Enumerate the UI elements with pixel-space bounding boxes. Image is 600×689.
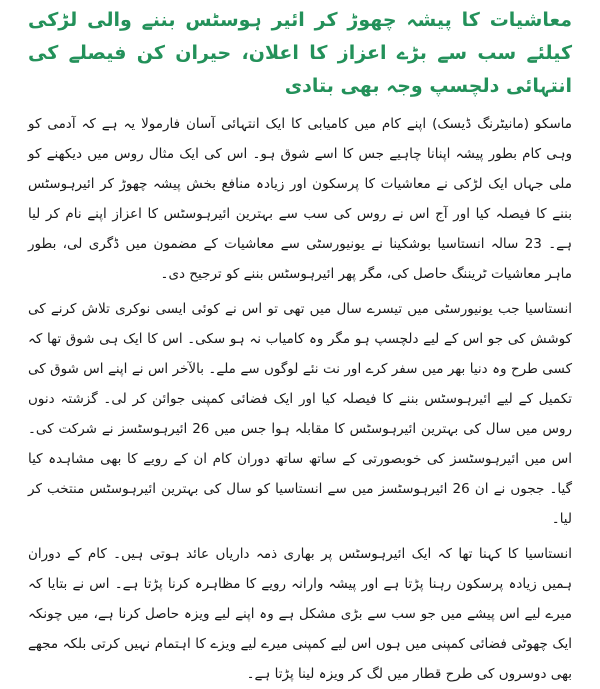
article-paragraph: انستاسیا جب یونیورسٹی میں تیسرے سال میں تھی تو اس نے کوئی ایسی نوکری تلاش کرنے کی کوشش کی جو اس کے لیے دلچسپ ہو مگر وہ کامیاب نہ ہو سکی۔ اس کا ایک ہی شوق تھا کہ کسی طرح وہ دنیا بھر میں سفر کرے اور نت نئے لوگوں سے ملے۔ بالآخر اس نے اپنے اس شوق کی تکمیل کے لیے ائیرہوسٹس بننے کا فیصلہ کیا اور ایک فضائی کمپنی جوائن کر لی۔ گزشتہ دنوں روس میں سال کی بہترین ائیرہوسٹس کا مقابلہ ہوا جس میں 26 ائیرہوسٹسز نے شرکت کی۔ اس میں ائیرہوسٹسز کی خوبصورتی کے ساتھ ساتھ دوران کام ان کے رویے کا بھی مشاہدہ کیا گیا۔ ججوں نے ان 26 ائیرہوسٹسز میں سے انستاسیا کو سال کی بہترین ائیرہوسٹس منتخب کر لیا۔ <box>28 301 572 527</box>
article-paragraph: ماسکو (مانیٹرنگ ڈیسک) اپنے کام میں کامیابی کا ایک انتہائی آسان فارمولا یہ ہے کہ آدمی کو وہی کام بطور پیشہ اپنانا چاہیے جس کا اسے شوق ہو۔ اس کی ایک مثال روس میں دیکھنے کو ملی جہاں ایک لڑکی نے معاشیات کا پرسکون اور زیادہ منافع بخش پیشہ چھوڑ کر ائیرہوسٹس بننے کا فیصلہ کیا اور آج اس نے روس کی سب سے بہترین ائیرہوسٹس کا اعزاز اپنے نام کر لیا ہے۔ 23 سالہ انستاسیا بوشکینا نے یونیورسٹی سے معاشیات کے مضمون میں ڈگری لی، بطور ماہر معاشیات ٹریننگ حاصل کی، مگر پھر ائیرہوسٹس بننے کو ترجیح دی۔ <box>28 116 572 282</box>
article-headline: معاشیات کا پیشہ چھوڑ کر ائیر ہوسٹس بننے والی لڑکی کیلئے سب سے بڑے اعزاز کا اعلان، حیران کن فیصلے کی انتہائی دلچسپ وجہ بھی بتادی <box>28 9 572 97</box>
article <box>28 4 572 682</box>
article-paragraph: انستاسیا کا کہنا تھا کہ ایک ائیرہوسٹس پر بھاری ذمہ داریاں عائد ہوتی ہیں۔ کام کے دوران ہمیں زیادہ پرسکون رہنا پڑتا ہے اور پیشہ وارانہ رویے کا مظاہرہ کرنا پڑتا ہے۔ اس نے بتایا کہ میرے لیے اس پیشے میں جو سب سے بڑی مشکل ہے وہ اپنے لیے ویزہ حاصل کرنا ہے، میں چونکہ ایک چھوٹی فضائی کمپنی میں ہوں اس لیے کمپنی میرے لیے ویزے کا اہتمام نہیں کرتی بلکہ مجھے بھی دوسروں کی طرح قطار میں لگ کر ویزہ لینا پڑتا ہے۔ <box>28 546 572 682</box>
